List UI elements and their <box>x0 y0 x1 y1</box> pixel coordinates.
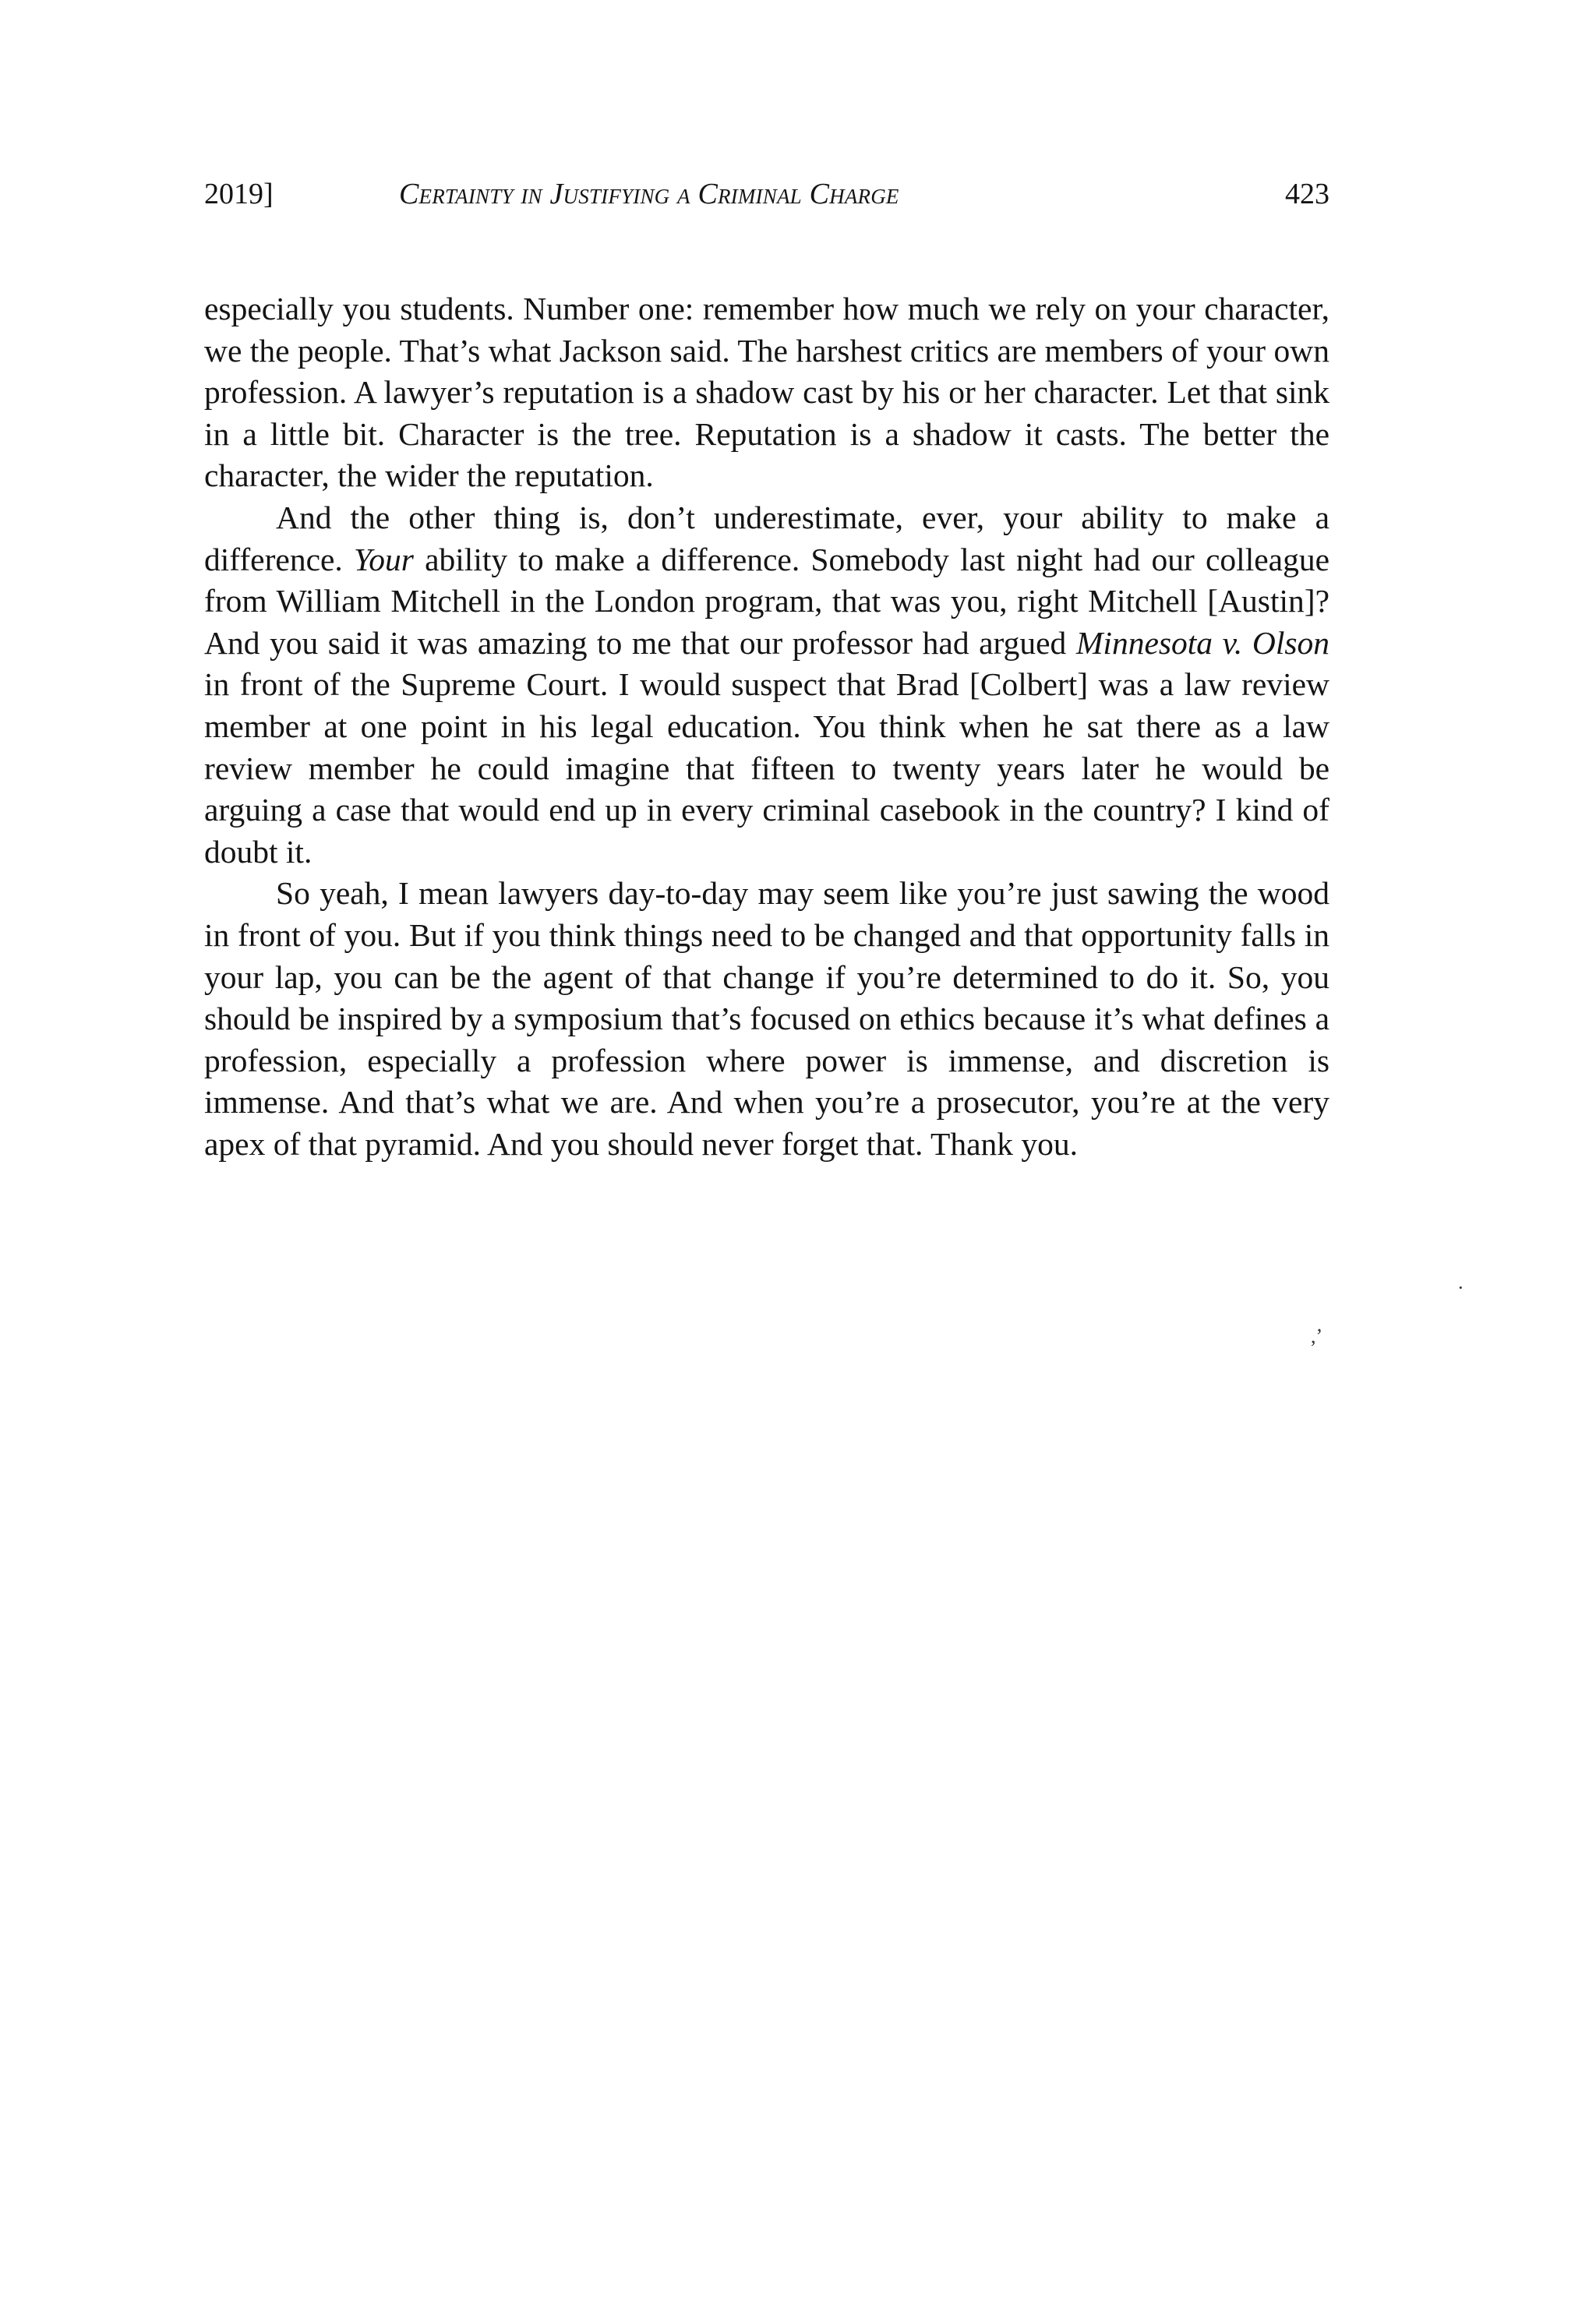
body-paragraph <box>204 497 1329 873</box>
running-header <box>204 173 1329 215</box>
page-number: 423 <box>1285 178 1329 210</box>
header-year: 2019] <box>204 178 274 210</box>
text-segment: in front of the Supreme Court. I would suspect that Brad [Colbert] was a law review member at one point in his legal education. You think when he sat there as a law review member he could imagine that fifteen to twenty years later he would be arguing a case that would end up in every criminal casebook in the country? I kind of doubt it. <box>204 666 1329 870</box>
header-title: Certainty in Justifying a Criminal Charge <box>399 178 899 210</box>
scan-artifact-mark: ,ʼ <box>1311 1325 1323 1347</box>
text-segment: And the other thing is, don’t underestimate, ever, your ability to make a difference. <box>204 499 1329 577</box>
body-text <box>204 288 1329 1165</box>
text-segment: So yeah, I mean lawyers day-to-day may seem like you’re just sawing the wood in front of you. But if you think things need to be changed and that opportunity falls in your lap, you can be the agent of that change if you’re determined to do it. So, you should be inspired by a symposium that’s focused on ethics because it’s what defines a profession, especially a profession where power is immense, and discretion is immense. And that’s what we are. And when you’re a prosecutor, you’re at the very apex of that pyramid. And you should never forget that. Thank you. <box>204 875 1329 1162</box>
text-segment: ability to make a difference. Somebody last night had our colleague from William Mitchell in the London program, that was you, right Mitchell [Austin]? And you said it was amazing to me that our professor had argued <box>204 541 1329 661</box>
italic-text-segment: Minnesota v. Olson <box>1075 624 1329 661</box>
body-paragraph <box>204 873 1329 1165</box>
italic-text-segment: Your <box>353 541 414 577</box>
text-segment: especially you students. Number one: remember how much we rely on your character, we the people. That’s what Jackson said. The harshest critics are members of your own profession. A lawyer’s reputation is a shadow cast by his or her character. Let that sink in a little bit. Character is the tree. Reputation is a shadow it casts. The better the character, the wider the reputation. <box>204 291 1329 494</box>
scan-artifact-mark: · <box>1457 1276 1464 1299</box>
body-paragraph <box>204 288 1329 497</box>
